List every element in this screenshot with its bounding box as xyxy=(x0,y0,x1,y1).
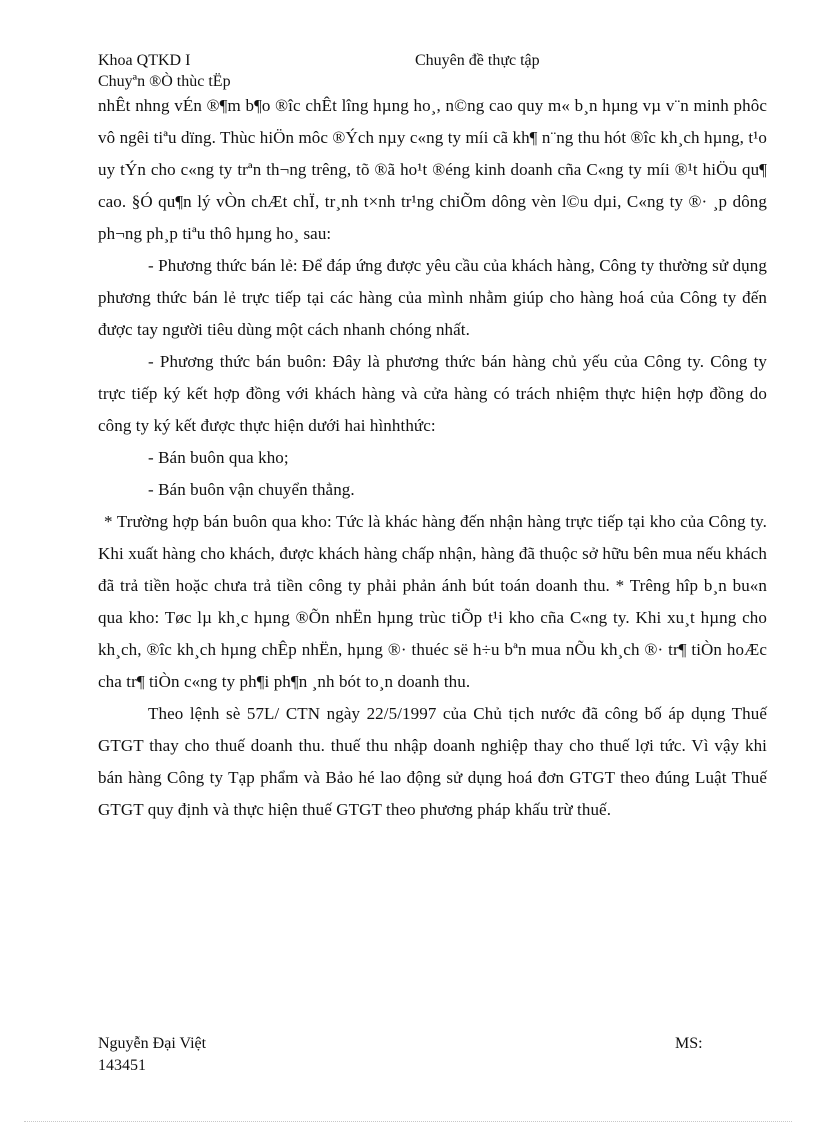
page-bottom-divider xyxy=(24,1121,792,1122)
paragraph-wholesale-method: - Phương thức bán buôn: Đây là phương thức bán hàng chủ yếu của Công ty. Công ty trực tiếp ký kết hợp đồng với khách hàng và cửa hàng có trách nhiệm thực hiện hợp đồng do công ty ký kết được thực hiện dưới hai hìnhthức: xyxy=(98,352,767,435)
paragraph-vat-regulation: Theo lệnh sè 57L/ CTN ngày 22/5/1997 của Chủ tịch nước đã công bố áp dụng Thuế GTGT thay cho thuế doanh thu. thuế thu nhập doanh nghiệp thay cho thuế lợi tức. Vì vậy khi bán hàng Công ty Tạp phẩm và Bảo hé lao động sử dụng hoá đơn GTGT theo đúng Luật Thuế GTGT quy định và thực hiện thuế GTGT theo phương pháp khấu trừ thuế. xyxy=(98,704,767,819)
header-document-title: Chuyên đề thực tập xyxy=(415,52,540,69)
header-title-legacy-encoding: Chuyªn ®Ò thùc tËp xyxy=(98,73,231,90)
footer-author-name: Nguyễn Đại Việt xyxy=(98,1035,207,1052)
paragraph-retail-method: - Phương thức bán lẻ: Để đáp ứng được yêu cầu của khách hàng, Công ty thường sử dụng phương thức bán lẻ trực tiếp tại các hàng của mình nhằm giúp cho hàng hoá của Công ty đến được tay người tiêu dùng một cách nhanh chóng nhất. xyxy=(98,256,767,339)
paragraph-warehouse-case: * Trường hợp bán buôn qua kho: Tức là khác hàng đến nhận hàng trực tiếp tại kho của Công ty. Khi xuất hàng cho khách, được khách hàng chấp nhận, hàng đã thuộc sở hữu bên mua nếu khách đã trả tiền hoặc chưa trả tiền công ty phải phản ánh bút toán doanh thu. * Trêng hîp b¸n bu«n qua kho: Tøc lµ kh¸c hµng ®Õn nhËn hµng trùc tiÕp t¹i kho cña C«ng ty. Khi xu¸t hµng cho kh¸ch, ®îc kh¸ch hµng chÊp nhËn, hµng ®· thuéc së h÷u bªn mua nÕu kh¸ch ®· tr¶ tiÒn hoÆc cha tr¶ tiÒn c«ng ty ph¶i ph¶n ¸nh bót to¸n doanh thu. xyxy=(98,512,767,691)
document-body xyxy=(98,90,767,826)
list-item-wholesale-transport: - Bán buôn vận chuyển thẳng. xyxy=(148,480,355,499)
list-item-wholesale-warehouse: - Bán buôn qua kho; xyxy=(148,448,289,467)
footer-ms-label: MS: xyxy=(675,1035,703,1052)
paragraph-sales-intro: nhÊt nhng vÉn ®¶m b¶o ®îc chÊt lîng hµng ho¸, n©ng cao quy m« b¸n hµng vµ v¨n minh phôc vô ngêi tiªu dïng. Thùc hiÖn môc ®Ých nµy c«ng ty míi cã kh¶ n¨ng thu hót ®îc kh¸ch hµng, t¹o uy tÝn cho c«ng ty trªn th¬ng trêng, tõ ®ã ho¹t ®éng kinh doanh cña C«ng ty míi ®¹t hiÖu qu¶ cao. §Ó qu¶n lý vÒn chÆt chÏ, tr¸nh t×nh tr¹ng chiÕm dông vèn l©u dµi, C«ng ty ®· ¸p dông ph¬ng ph¸p tiªu thô hµng ho¸ sau: xyxy=(98,96,767,243)
header-department: Khoa QTKD I xyxy=(98,52,191,69)
footer-ms-value: 143451 xyxy=(98,1057,146,1074)
